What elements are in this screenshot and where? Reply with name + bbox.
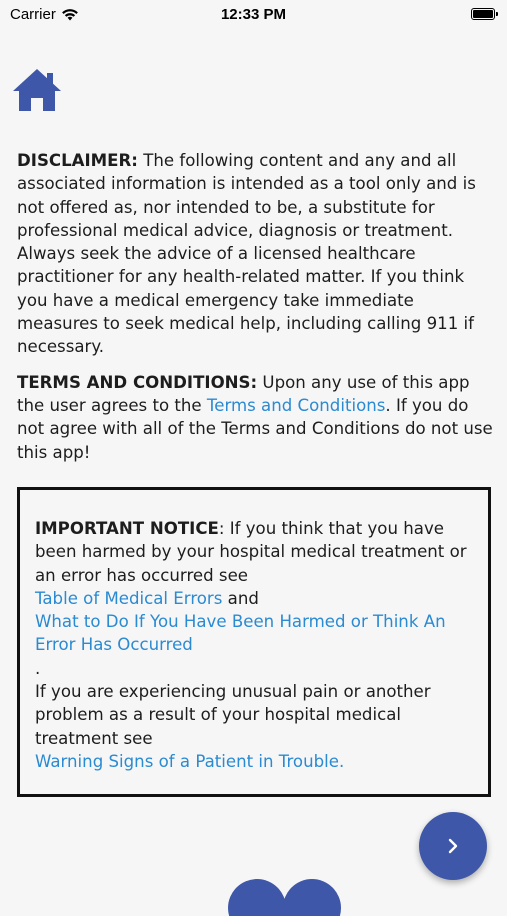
home-icon: [12, 67, 62, 113]
important-notice-box: [17, 487, 491, 797]
notice-and: and: [222, 588, 259, 608]
heart-logo: [226, 876, 344, 916]
notice-period: .: [35, 658, 41, 678]
main-content: [17, 149, 495, 476]
notice-intro: [35, 517, 474, 587]
status-bar: [0, 0, 507, 30]
carrier-label: Carrier: [10, 6, 56, 23]
status-time: 12:33 PM: [220, 6, 287, 23]
home-button[interactable]: [12, 67, 62, 113]
terms-paragraph: [17, 371, 495, 464]
what-to-do-link[interactable]: What to Do If You Have Been Harmed or Think An Error Has Occurred: [35, 612, 446, 655]
disclaimer-heading: DISCLAIMER:: [17, 151, 138, 170]
notice-heading: IMPORTANT NOTICE: [35, 519, 219, 538]
chevron-right-icon: [445, 838, 461, 854]
notice-links-line: [35, 587, 474, 610]
terms-text-before: Upon any use of this app the user agrees to the: [17, 372, 470, 415]
battery-icon: [471, 8, 495, 20]
warning-signs-link[interactable]: Warning Signs of a Patient in Trouble.: [35, 751, 345, 771]
terms-and-conditions-link[interactable]: Terms and Conditions: [206, 395, 386, 415]
notice-intro-text: : If you think that you have been harmed by your hospital medical treatment or an error has occurred see: [35, 519, 467, 585]
disclaimer-paragraph: [17, 149, 495, 359]
next-button[interactable]: [419, 812, 487, 880]
terms-text-after: . If you do not agree with all of the Terms and Conditions do not use this app!: [17, 395, 493, 462]
terms-heading: TERMS AND CONDITIONS:: [17, 372, 258, 392]
notice-pain-text: If you are experiencing unusual pain or another problem as a result of your hospital medical treatment see: [35, 682, 431, 748]
disclaimer-text: The following content and any and all associated information is intended as a tool only and is not offered as, nor intended to be, a substitute for professional medical advice, diagnosis or treatment. Always seek the advice of a licensed healthcare practitioner for any health-related matter. If you think you have a medical emergency take immediate measures to seek medical help, including calling 911 if necessary.: [17, 151, 476, 357]
medical-errors-table-link[interactable]: Table of Medical Errors: [35, 588, 223, 608]
